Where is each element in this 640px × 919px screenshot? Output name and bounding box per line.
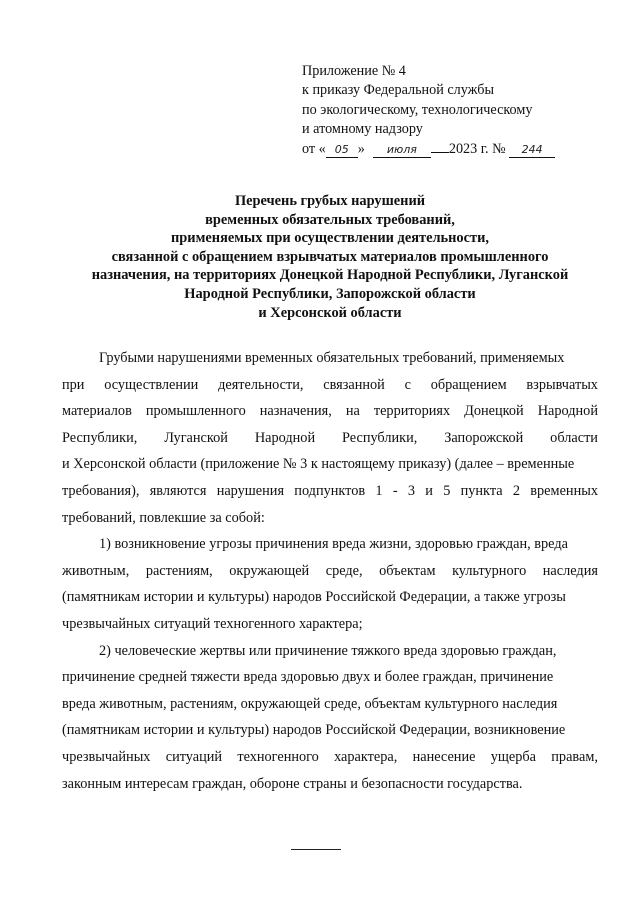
word: животным, xyxy=(62,562,130,579)
end-divider xyxy=(291,849,341,850)
word: культурного xyxy=(452,562,527,579)
document-body xyxy=(62,345,598,797)
word: Луганской xyxy=(164,429,228,446)
word: материалов xyxy=(62,403,132,420)
title-line: связанной с обращением взрывчатых материалов промышленного xyxy=(111,248,549,265)
title-line: назначения, на территориях Донецкой Народной Республики, Луганской xyxy=(91,267,569,284)
text-line xyxy=(62,425,598,452)
text-line: причинение средней тяжести вреда здоровью двух и более граждан, причинение xyxy=(62,669,554,686)
word: объектам xyxy=(379,562,436,579)
word: являются xyxy=(149,482,207,499)
title-line: Народной Республики, Запорожской области xyxy=(184,285,476,302)
word: ситуаций xyxy=(165,748,223,765)
word: Народной xyxy=(537,403,598,420)
word: на xyxy=(345,403,360,420)
word: при xyxy=(62,376,85,393)
text-line xyxy=(62,558,598,585)
text-line xyxy=(62,478,598,505)
title-line: и Херсонской области xyxy=(258,304,402,321)
text-line: 1) возникновение угрозы причинения вреда жизни, здоровью граждан, вреда xyxy=(99,536,568,553)
text-line: (памятникам истории и культуры) народов Российской Федерации, а также угрозы xyxy=(62,589,566,606)
intro-paragraph xyxy=(62,345,598,531)
word: связанной xyxy=(323,376,385,393)
word: растениям, xyxy=(145,562,213,579)
word: пункта xyxy=(460,482,503,499)
word: Запорожской xyxy=(444,429,524,446)
word: территориях xyxy=(373,403,451,420)
title-line: применяемых при осуществлении деятельности, xyxy=(171,230,489,247)
word: Народной xyxy=(254,429,316,446)
text-line: чрезвычайных ситуаций техногенного характера; xyxy=(62,615,363,632)
appendix-header xyxy=(302,62,602,159)
text-line: 2) человеческие жертвы или причинение тяжкого вреда здоровью граждан, xyxy=(99,642,557,659)
word: чрезвычайных xyxy=(62,748,151,765)
text-line xyxy=(62,398,598,425)
word: взрывчатых xyxy=(526,376,598,393)
appendix-number: Приложение № 4 xyxy=(302,63,406,79)
date-underline xyxy=(431,152,449,153)
word: области xyxy=(550,429,598,446)
text-line: Грубыми нарушениями временных обязательных требований, применяемых xyxy=(99,350,565,366)
text-line xyxy=(62,372,598,399)
word: назначения, xyxy=(259,403,332,420)
word: промышленного xyxy=(145,403,246,420)
text-line xyxy=(62,744,598,771)
word: нарушения xyxy=(216,482,285,499)
word: 1 xyxy=(375,482,383,499)
text-line: и Херсонской области (приложение № 3 к настоящему приказу) (далее – временные xyxy=(62,456,575,473)
word: Республики, xyxy=(62,429,138,446)
text-line: законным интересам граждан, обороне страны и безопасности государства. xyxy=(62,775,523,792)
handwritten-day: 05 xyxy=(326,143,358,158)
date-year: 2023 г. № xyxy=(448,140,506,157)
word: осуществлении xyxy=(104,376,199,393)
word: 5 xyxy=(443,482,451,499)
word: характера, xyxy=(334,748,398,765)
word: - xyxy=(392,482,398,499)
word: правам, xyxy=(551,748,598,765)
word: среде, xyxy=(325,562,363,579)
word: окружающей xyxy=(229,562,310,579)
word: нанесение xyxy=(412,748,476,765)
word: обращением xyxy=(430,376,507,393)
text-line: требований, повлекшие за собой: xyxy=(62,509,265,526)
word: техногенного xyxy=(237,748,319,765)
appendix-agency-line: по экологическому, технологическому xyxy=(302,101,533,118)
date-prefix: от « xyxy=(302,140,326,157)
word: временных xyxy=(530,482,598,499)
word: ущерба xyxy=(490,748,536,765)
text-line: (памятникам истории и культуры) народов Российской Федерации, возникновение xyxy=(62,722,566,739)
word: и xyxy=(425,482,433,499)
word: Донецкой xyxy=(464,403,524,420)
word: наследия xyxy=(542,562,598,579)
word: 2 xyxy=(512,482,521,499)
appendix-agency-line-2: и атомному надзору xyxy=(302,121,423,138)
list-item-2 xyxy=(62,638,598,798)
word: Республики, xyxy=(342,429,418,446)
date-mid: » xyxy=(357,140,365,157)
word: деятельности, xyxy=(218,376,304,393)
word: 3 xyxy=(407,482,415,499)
word: требования), xyxy=(62,482,140,499)
appendix-date-line xyxy=(302,140,602,159)
list-item-1 xyxy=(62,531,598,637)
text-line: вреда животным, растениям, окружающей среде, объектам культурного наследия xyxy=(62,695,558,712)
word: с xyxy=(404,376,411,393)
appendix-order-ref: к приказу Федеральной службы xyxy=(302,82,495,99)
handwritten-month: июля xyxy=(373,143,431,158)
handwritten-order-number: 244 xyxy=(509,143,555,158)
title-line: временных обязательных требований, xyxy=(205,211,455,228)
title-line: Перечень грубых нарушений xyxy=(234,193,426,209)
document-title xyxy=(60,192,600,322)
word: подпунктов xyxy=(294,482,366,499)
